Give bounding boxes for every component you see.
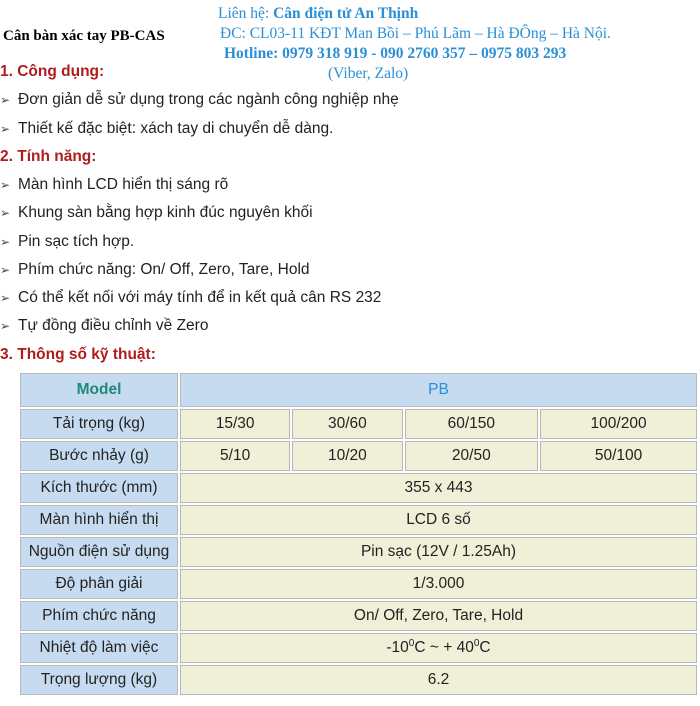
table-row <box>20 569 697 599</box>
table-row <box>20 505 697 535</box>
list-item-text: Màn hình LCD hiển thị sáng rõ <box>18 176 229 193</box>
row-label: Phím chức năng <box>20 601 178 631</box>
row-label: Màn hình hiển thị <box>20 505 178 535</box>
contact-line-1 <box>218 4 698 24</box>
table-cell <box>180 633 697 663</box>
table-row <box>20 633 697 663</box>
arrow-bullet-icon: ➢ <box>0 319 11 333</box>
spec-table <box>18 371 699 697</box>
table-cell: 100/200 <box>540 409 697 439</box>
table-cell: 20/50 <box>405 441 539 471</box>
list-item <box>0 233 134 251</box>
contact-apps: (Viber, Zalo) <box>328 65 409 82</box>
section-specs-heading: 3. Thông số kỹ thuật: <box>0 346 156 363</box>
section-features-heading: 2. Tính năng: <box>0 148 97 165</box>
table-cell: 15/30 <box>180 409 290 439</box>
list-item-text: Phím chức năng: On/ Off, Zero, Tare, Hold <box>18 261 310 278</box>
table-cell: 10/20 <box>292 441 402 471</box>
table-cell: 50/100 <box>540 441 697 471</box>
arrow-bullet-icon: ➢ <box>0 235 11 249</box>
list-item <box>0 120 333 138</box>
table-cell: On/ Off, Zero, Tare, Hold <box>180 601 697 631</box>
list-item <box>0 289 381 307</box>
row-label: Nguồn điện sử dụng <box>20 537 178 567</box>
company-name: Cân điện tử An Thịnh <box>273 5 419 22</box>
model-header: Model <box>20 373 178 407</box>
table-cell: 1/3.000 <box>180 569 697 599</box>
arrow-bullet-icon: ➢ <box>0 263 11 277</box>
section-uses-heading: 1. Công dụng: <box>0 63 105 80</box>
page-title: Cân bàn xác tay PB-CAS <box>3 28 165 44</box>
table-header-row <box>20 373 697 407</box>
contact-block <box>218 4 698 84</box>
degree-sup: 0 <box>473 638 480 650</box>
list-item-text: Pin sạc tích hợp. <box>18 233 135 250</box>
list-item <box>0 204 313 222</box>
table-cell: 355 x 443 <box>180 473 697 503</box>
arrow-bullet-icon: ➢ <box>0 206 11 220</box>
contact-prefix: Liên hệ: <box>218 5 274 22</box>
table-cell: 30/60 <box>292 409 402 439</box>
contact-hotline: Hotline: 0979 318 919 - 090 2760 357 – 0975 803 293 <box>224 45 567 62</box>
temp-min: -10 <box>386 639 409 657</box>
list-item <box>0 317 208 335</box>
arrow-bullet-icon: ➢ <box>0 93 11 107</box>
contact-address: ĐC: CL03-11 KĐT Man Bồi – Phú Lãm – Hà ĐÔng – Hà Nội. <box>220 25 611 42</box>
table-cell: LCD 6 số <box>180 505 697 535</box>
table-row <box>20 409 697 439</box>
list-item-text: Tự đồng điều chỉnh về Zero <box>18 317 209 334</box>
table-cell: 5/10 <box>180 441 290 471</box>
list-item <box>0 91 399 109</box>
row-label: Tải trọng (kg) <box>20 409 178 439</box>
list-item-text: Có thể kết nối với máy tính để in kết quả cân RS 232 <box>18 289 382 306</box>
table-row <box>20 665 697 695</box>
row-label: Nhiệt độ làm việc <box>20 633 178 663</box>
list-item <box>0 261 310 279</box>
arrow-bullet-icon: ➢ <box>0 122 11 136</box>
list-item-text: Thiết kế đặc biệt: xách tay di chuyển dễ dàng. <box>18 120 334 137</box>
list-item-text: Khung sàn bằng hợp kinh đúc nguyên khối <box>18 204 313 221</box>
list-item <box>0 176 228 194</box>
table-cell: 60/150 <box>405 409 539 439</box>
table-cell: 6.2 <box>180 665 697 695</box>
temp-unit: C <box>479 639 491 657</box>
temp-max: C ~ + 40 <box>414 639 474 657</box>
table-cell: Pin sạc (12V / 1.25Ah) <box>180 537 697 567</box>
arrow-bullet-icon: ➢ <box>0 178 11 192</box>
row-label: Kích thước (mm) <box>20 473 178 503</box>
list-item-text: Đơn giản dễ sử dụng trong các ngành công nghiệp nhẹ <box>18 91 399 108</box>
row-label: Độ phân giải <box>20 569 178 599</box>
table-row <box>20 601 697 631</box>
table-row <box>20 441 697 471</box>
row-label: Bước nhảy (g) <box>20 441 178 471</box>
row-label: Trọng lượng (kg) <box>20 665 178 695</box>
table-row <box>20 473 697 503</box>
table-row <box>20 537 697 567</box>
model-value: PB <box>180 373 697 407</box>
degree-sup: 0 <box>408 638 415 650</box>
arrow-bullet-icon: ➢ <box>0 291 11 305</box>
